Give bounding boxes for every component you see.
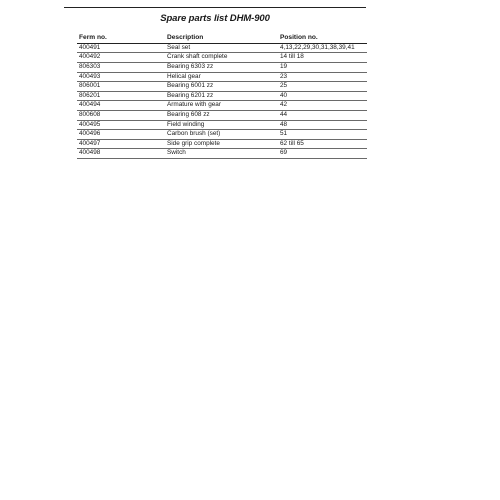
header-position-no: Position no. <box>280 34 318 41</box>
cell-ferm-no: 400493 <box>79 72 101 80</box>
cell-position-no: 62 till 65 <box>280 139 304 147</box>
cell-description: Switch <box>167 149 186 157</box>
table-row <box>77 63 367 73</box>
cell-ferm-no: 806201 <box>79 91 101 99</box>
cell-description: Seal set <box>167 43 191 51</box>
cell-description: Bearing 6001 zz <box>167 82 214 90</box>
cell-position-no: 19 <box>280 62 288 70</box>
table-header-row <box>77 34 367 44</box>
table-row <box>77 82 367 92</box>
cell-position-no: 23 <box>280 72 288 80</box>
table-row <box>77 44 367 54</box>
cell-position-no: 14 till 18 <box>280 53 304 61</box>
page-title: Spare parts list DHM-900 <box>160 13 270 24</box>
table-row <box>77 101 367 111</box>
table-row <box>77 149 367 159</box>
cell-position-no: 51 <box>280 130 288 138</box>
cell-position-no: 40 <box>280 91 288 99</box>
table-body <box>77 44 367 159</box>
cell-position-no: 48 <box>280 120 288 128</box>
cell-position-no: 25 <box>280 82 288 90</box>
table-row <box>77 53 367 63</box>
table-row <box>77 73 367 83</box>
cell-description: Helical gear <box>167 72 201 80</box>
cell-ferm-no: 400496 <box>79 130 101 138</box>
cell-ferm-no: 400497 <box>79 139 101 147</box>
table-row <box>77 92 367 102</box>
cell-description: Carbon brush (set) <box>167 130 221 138</box>
cell-position-no: 69 <box>280 149 288 157</box>
cell-ferm-no: 400498 <box>79 149 101 157</box>
cell-description: Side grip complete <box>167 139 220 147</box>
cell-description: Bearing 6303 zz <box>167 62 214 70</box>
cell-ferm-no: 400494 <box>79 101 101 109</box>
table-row <box>77 111 367 121</box>
cell-ferm-no: 400491 <box>79 43 101 51</box>
table-row <box>77 130 367 140</box>
header-ferm-no: Ferm no. <box>79 34 107 41</box>
top-divider <box>64 7 366 8</box>
table-row <box>77 121 367 131</box>
cell-description: Bearing 608 zz <box>167 110 210 118</box>
cell-description: Bearing 6201 zz <box>167 91 214 99</box>
cell-ferm-no: 400492 <box>79 53 101 61</box>
cell-position-no: 44 <box>280 110 288 118</box>
spare-parts-table <box>77 34 367 159</box>
cell-ferm-no: 800608 <box>79 110 101 118</box>
header-description: Description <box>167 34 204 41</box>
cell-position-no: 42 <box>280 101 288 109</box>
cell-ferm-no: 400495 <box>79 120 101 128</box>
cell-description: Field winding <box>167 120 205 128</box>
cell-ferm-no: 806303 <box>79 62 101 70</box>
cell-position-no: 4,13,22,29,30,31,38,39,41 <box>280 43 355 51</box>
table-row <box>77 140 367 150</box>
cell-description: Crank shaft complete <box>167 53 228 61</box>
cell-description: Armature with gear <box>167 101 221 109</box>
cell-ferm-no: 806001 <box>79 82 101 90</box>
